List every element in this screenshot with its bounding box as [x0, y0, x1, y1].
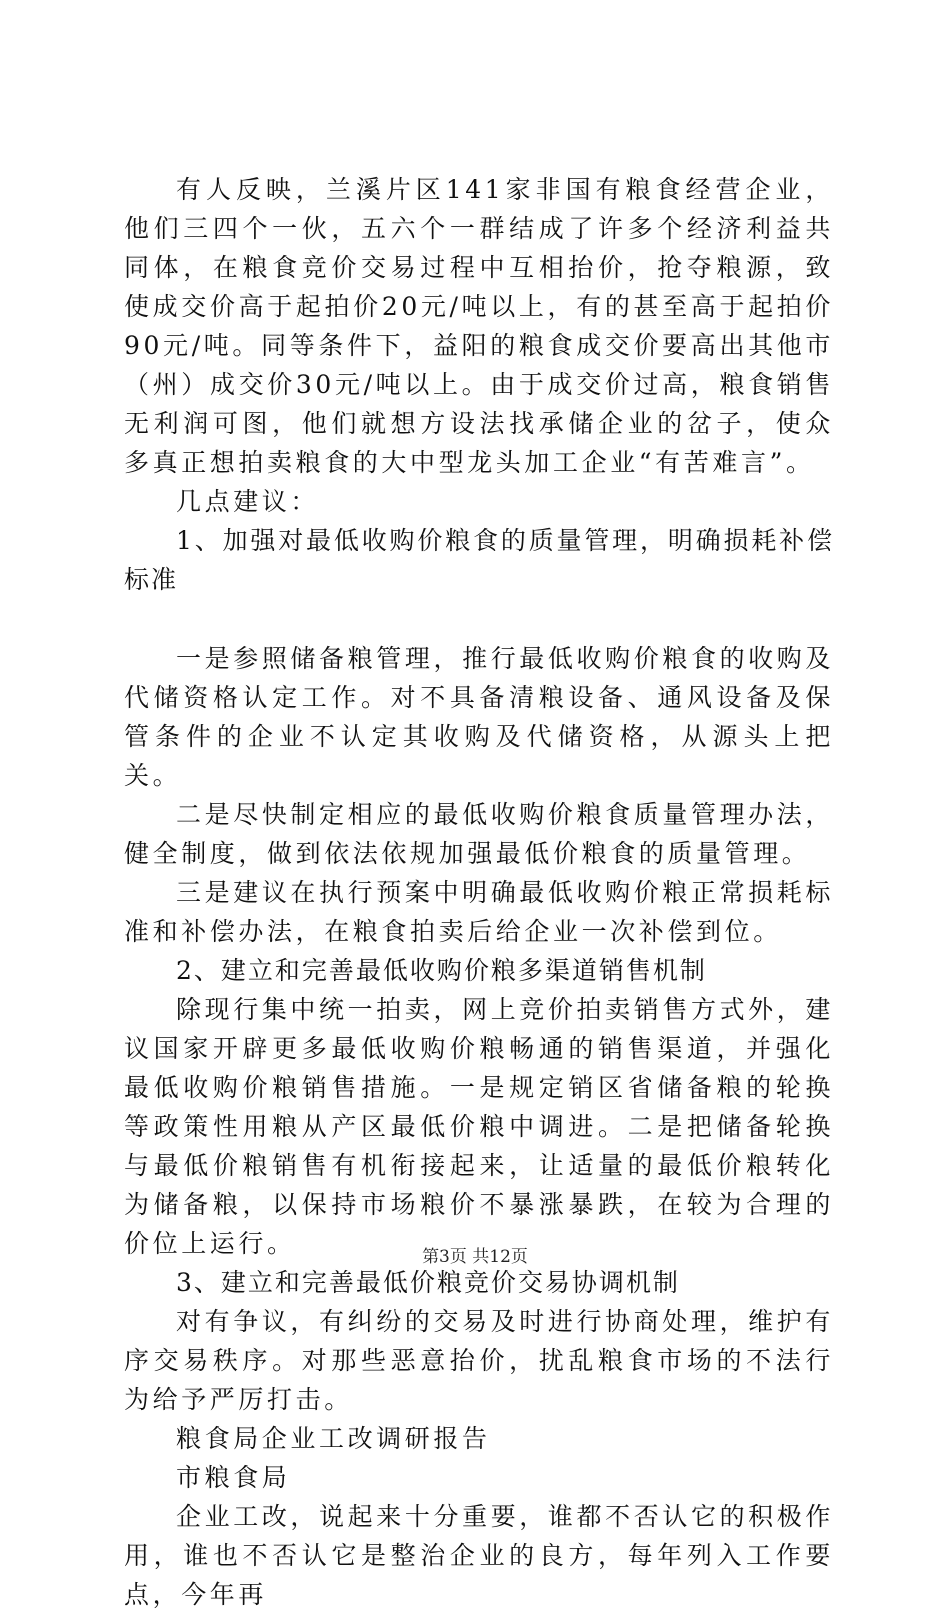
paragraph-sales-channels: 除现行集中统一拍卖，网上竞价拍卖销售方式外，建议国家开辟更多最低收购价粮畅通的销售渠道，并强化最低收购价粮销售措施。一是规定销区省储备粮的轮换等政策性用粮从产区最低价粮中调进。二是把储备轮换与最低价粮销售有机衔接起来，让适量的最低价粮转化为储备粮，以保持市场粮价不暴涨暴跌，在较为合理的价位上运行。 [124, 995, 834, 1258]
paragraph-coordination: 对有争议，有纠纷的交易及时进行协商处理，维护有序交易秩序。对那些恶意抬价，扰乱粮食市场的不法行为给予严厉打击。 [124, 1307, 834, 1414]
report-author: 市粮食局 [176, 1463, 291, 1492]
paragraph-point-2: 二是尽快制定相应的最低收购价粮食质量管理办法，健全制度，做到依法依规加强最低价粮食的质量管理。 [124, 800, 834, 868]
suggestion-2-heading: 2、建立和完善最低收购价粮多渠道销售机制 [176, 956, 707, 985]
paragraph-market-report: 有人反映，兰溪片区141家非国有粮食经营企业，他们三四个一伙，五六个一群结成了许多个经济利益共同体，在粮食竞价交易过程中互相抬价，抢夺粮源，致使成交价高于起拍价20元/吨以上，有的甚至高于起拍价90元/吨。同等条件下，益阳的粮食成交价要高出其他市（州）成交价30元/吨以上。由于成交价过高，粮食销售无利润可图，他们就想方设法找承储企业的岔子，使众多真正想拍卖粮食的大中型龙头加工企业“有苦难言”。 [124, 175, 834, 477]
blank-line [124, 599, 834, 639]
suggestion-3-heading: 3、建立和完善最低价粮竞价交易协调机制 [176, 1268, 680, 1297]
report-title: 粮食局企业工改调研报告 [176, 1424, 491, 1453]
paragraph-suggestions-heading: 几点建议： [176, 487, 320, 516]
page-number: 第3页 共12页 [422, 1247, 528, 1267]
paragraph-point-3: 三是建议在执行预案中明确最低收购价粮正常损耗标准和补偿办法，在粮食拍卖后给企业一次补偿到位。 [124, 878, 834, 946]
paragraph-reform-intro: 企业工改，说起来十分重要，谁都不否认它的积极作用，谁也不否认它是整治企业的良方，每年列入工作要点，今年再 [124, 1502, 834, 1609]
suggestion-1-heading: 1、加强对最低收购价粮食的质量管理，明确损耗补偿标准 [124, 526, 834, 594]
document-body [124, 170, 834, 1614]
paragraph-point-1: 一是参照储备粮管理，推行最低收购价粮食的收购及代储资格认定工作。对不具备清粮设备、通风设备及保管条件的企业不认定其收购及代储资格，从源头上把关。 [124, 644, 834, 790]
